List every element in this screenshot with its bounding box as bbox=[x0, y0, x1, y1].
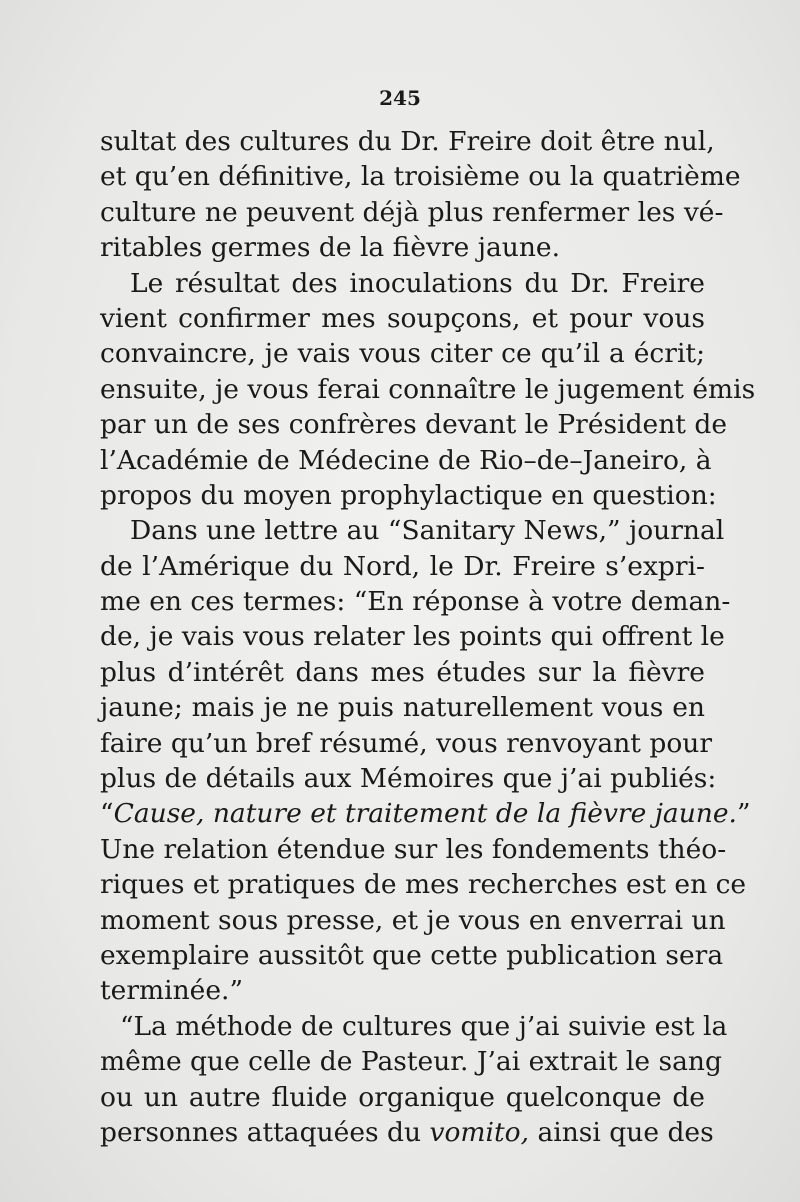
text-segment: Une relation étendue sur les fondements théo- bbox=[100, 833, 727, 865]
text-line bbox=[100, 619, 725, 654]
text-line bbox=[100, 407, 728, 442]
text-line bbox=[100, 796, 751, 831]
text-segment: personnes attaquées du bbox=[100, 1116, 430, 1148]
text-line bbox=[100, 195, 724, 230]
text-segment: propos du moyen prophylactique en question: bbox=[100, 479, 717, 511]
text-line bbox=[100, 124, 715, 159]
text-segment: plus de détails aux Mémoires que j’ai publiés: bbox=[100, 763, 717, 795]
text-line bbox=[100, 443, 712, 478]
text-segment: riques et pratiques de mes recherches est en ce bbox=[100, 869, 747, 901]
text-line bbox=[100, 549, 705, 584]
text-segment: ensuite, je vous ferai connaître le jugement émis bbox=[100, 373, 756, 405]
text-segment: “ bbox=[100, 798, 114, 830]
text-segment: Dans une lettre au “Sanitary News,” journal bbox=[130, 515, 725, 547]
text-segment: ou un autre fluide organique quelconque de bbox=[100, 1081, 705, 1113]
text-segment: me en ces termes: “En réponse à votre deman- bbox=[100, 586, 731, 618]
italic-text: vomito, bbox=[429, 1116, 530, 1148]
text-line bbox=[100, 1080, 705, 1115]
text-line bbox=[100, 336, 705, 371]
text-segment: Le résultat des inoculations du Dr. Freire bbox=[130, 267, 705, 299]
text-line bbox=[100, 690, 705, 725]
text-segment: vient confirmer mes soupçons, et pour vous bbox=[100, 302, 705, 334]
text-line bbox=[100, 266, 705, 301]
text-line bbox=[100, 1115, 714, 1150]
text-line bbox=[100, 973, 705, 1008]
text-segment: “La méthode de cultures que j’ai suivie est la bbox=[120, 1010, 728, 1042]
text-line bbox=[100, 584, 731, 619]
text-line bbox=[100, 655, 705, 690]
text-segment: culture ne peuvent déjà plus renfermer les vé- bbox=[100, 196, 724, 228]
text-line bbox=[100, 726, 713, 761]
text-segment: ritables germes de la fièvre jaune. bbox=[100, 232, 561, 264]
text-segment: ainsi que des bbox=[529, 1116, 714, 1148]
text-line bbox=[100, 478, 717, 513]
text-segment: par un de ses confrères devant le Président de bbox=[100, 409, 728, 441]
text-segment: jaune; mais je ne puis naturellement vous en bbox=[100, 692, 705, 724]
text-segment: faire qu’un bref résumé, vous renvoyant pour bbox=[100, 727, 713, 759]
text-segment: même que celle de Pasteur. J’ai extrait le sang bbox=[100, 1046, 722, 1078]
page-number: 245 bbox=[379, 86, 421, 110]
text-line bbox=[100, 159, 741, 194]
text-line bbox=[100, 761, 717, 796]
body-text bbox=[100, 124, 756, 1150]
text-segment: ” bbox=[736, 798, 751, 830]
text-line bbox=[100, 867, 747, 902]
text-segment: plus d’intérêt dans mes études sur la fièvre bbox=[100, 656, 705, 688]
text-segment: l’Académie de Médecine de Rio–de–Janeiro, à bbox=[100, 444, 712, 476]
text-line bbox=[100, 372, 756, 407]
text-line bbox=[100, 1044, 722, 1079]
text-line bbox=[100, 832, 727, 867]
italic-text: Cause, nature et traitement de la fièvre jaune. bbox=[113, 798, 737, 830]
text-segment: terminée.” bbox=[100, 975, 244, 1007]
text-segment: moment sous presse, et je vous en enverrai un bbox=[100, 904, 726, 936]
text-line bbox=[100, 938, 724, 973]
text-segment: de l’Amérique du Nord, le Dr. Freire s’expri- bbox=[100, 550, 705, 582]
text-segment: de, je vais vous relater les points qui offrent le bbox=[100, 621, 725, 653]
text-line bbox=[100, 1009, 728, 1044]
text-line bbox=[100, 513, 725, 548]
text-line bbox=[100, 301, 705, 336]
text-line bbox=[100, 230, 705, 265]
text-segment: convaincre, je vais vous citer ce qu’il a écrit; bbox=[100, 338, 705, 370]
text-segment: et qu’en définitive, la troisième ou la quatrième bbox=[100, 161, 741, 193]
text-segment: exemplaire aussitôt que cette publication sera bbox=[100, 939, 724, 971]
text-segment: sultat des cultures du Dr. Freire doit être nul, bbox=[100, 126, 715, 157]
text-line bbox=[100, 903, 726, 938]
